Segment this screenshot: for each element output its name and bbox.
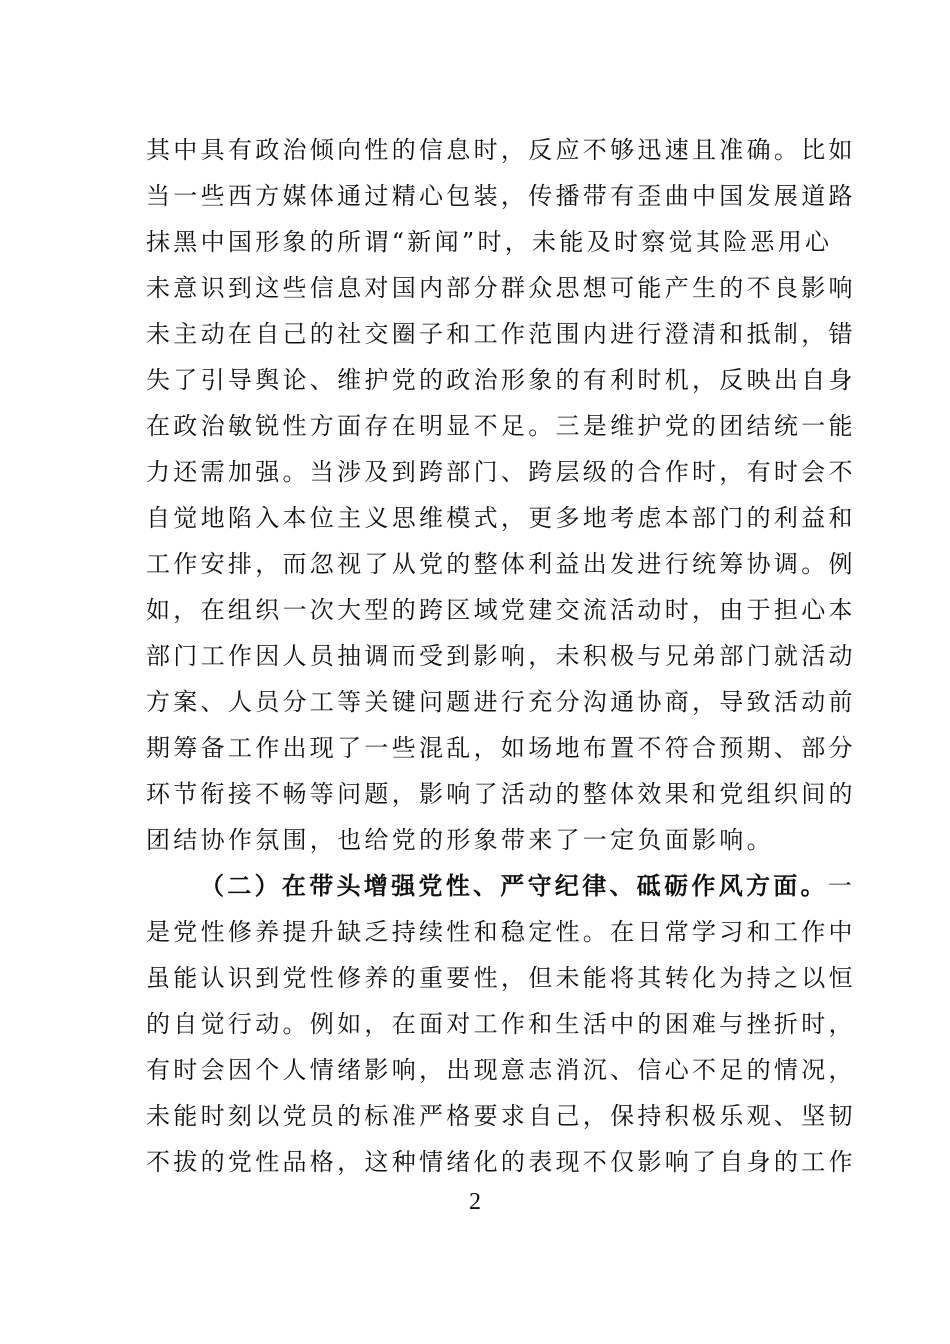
text-line: 其中具有政治倾向性的信息时，反应不够迅速且准确。比如	[146, 136, 856, 164]
text-line: 团结协作氛围，也给党的形象带来了一定负面影响。	[146, 826, 774, 854]
text-line: 未能时刻以党员的标准严格要求自己，保持积极乐观、坚韧	[146, 1102, 856, 1130]
text-line: 有时会因个人情绪影响，出现意志消沉、信心不足的情况，	[146, 1056, 856, 1084]
text-line: 在政治敏锐性方面存在明显不足。三是维护党的团结统一能	[146, 412, 856, 440]
text-line: 的自觉行动。例如，在面对工作和生活中的困难与挫折时，	[146, 1010, 856, 1038]
text-line: 虽能认识到党性修养的重要性，但未能将其转化为持之以恒	[146, 964, 856, 992]
text-line: 未意识到这些信息对国内部分群众思想可能产生的不良影响	[146, 274, 856, 302]
text-line: 不拔的党性品格，这种情绪化的表现不仅影响了自身的工作	[146, 1148, 856, 1176]
section-heading-line	[200, 864, 856, 908]
text-line: 如，在组织一次大型的跨区域党建交流活动时，由于担心本	[146, 596, 856, 624]
text-line: 失了引导舆论、维护党的政治形象的有利时机，反映出自身	[146, 366, 856, 394]
text-line: 期筹备工作出现了一些混乱，如场地布置不符合预期、部分	[146, 734, 856, 762]
text-line: 工作安排，而忽视了从党的整体利益出发进行统筹协调。例	[146, 550, 856, 578]
text-line: 抹黑中国形象的所谓“新闻”时，未能及时察觉其险恶用心	[146, 228, 833, 256]
text-line: 是党性修养提升缺乏持续性和稳定性。在日常学习和工作中	[146, 918, 856, 946]
text-line: 自觉地陷入本位主义思维模式，更多地考虑本部门的利益和	[146, 504, 856, 532]
text-line: 环节衔接不畅等问题，影响了活动的整体效果和党组织间的	[146, 780, 856, 808]
text-line: 方案、人员分工等关键问题进行充分沟通协商，导致活动前	[146, 688, 856, 716]
text-line: 未主动在自己的社交圈子和工作范围内进行澄清和抵制，错	[146, 320, 856, 348]
text-line: 当一些西方媒体通过精心包装，传播带有歪曲中国发展道路	[146, 182, 856, 210]
section-heading-tail: 一	[827, 872, 856, 900]
text-line: 部门工作因人员抽调而受到影响，未积极与兄弟部门就活动	[146, 642, 856, 670]
section-heading: （二）在带头增强党性、严守纪律、砥砺作风方面。	[200, 871, 828, 900]
page-number: 2	[469, 1189, 481, 1215]
text-line: 力还需加强。当涉及到跨部门、跨层级的合作时，有时会不	[146, 458, 856, 486]
